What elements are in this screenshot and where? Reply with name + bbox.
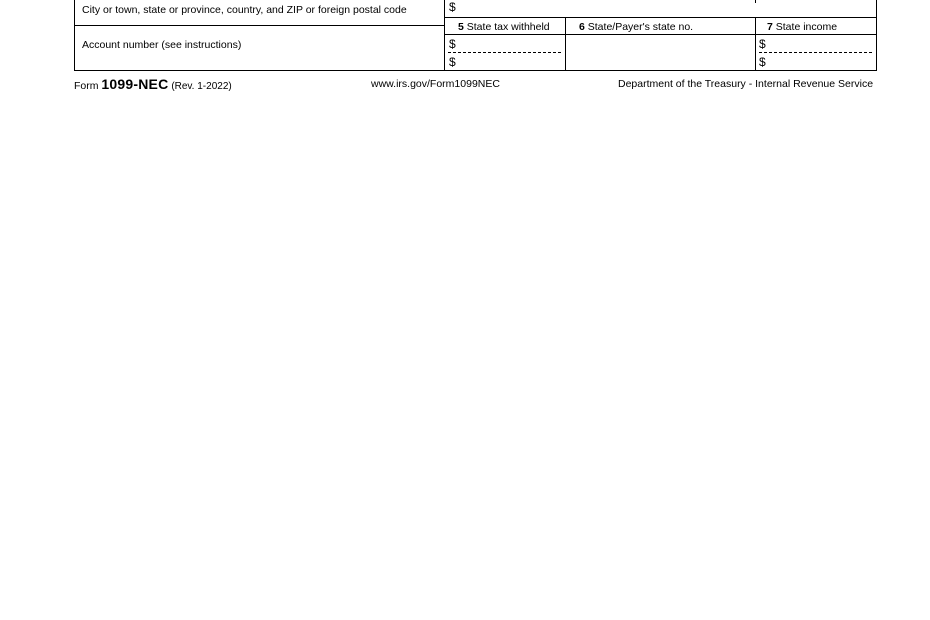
- divider-box6-box7: [755, 17, 756, 71]
- footer-form-identifier: [74, 76, 232, 92]
- box5-dollar-sign-line2: $: [449, 55, 456, 69]
- form-1099-nec-fragment: [0, 0, 930, 130]
- footer-website[interactable]: www.irs.gov/Form1099NEC: [371, 78, 500, 90]
- dash-box7-split: [759, 52, 872, 53]
- box6-label: State/Payer's state no.: [587, 21, 694, 33]
- box5-number: 5: [458, 21, 464, 33]
- box5-header: [458, 21, 550, 33]
- box7-dollar-sign-line2: $: [759, 55, 766, 69]
- footer-revision: (Rev. 1-2022): [171, 81, 232, 92]
- divider-state-labels: [444, 34, 877, 35]
- box6-number: 6: [579, 21, 585, 33]
- footer-form-number: 1099-NEC: [101, 76, 169, 92]
- footer-form-word: Form: [74, 80, 99, 92]
- box7-number: 7: [767, 21, 773, 33]
- box5-dollar-sign-line1: $: [449, 37, 456, 51]
- divider-left-column: [444, 0, 445, 71]
- box6-header: [579, 21, 693, 33]
- divider-box4-right: [755, 0, 756, 3]
- box7-label: State income: [775, 21, 838, 33]
- box7-dollar-sign-line1: $: [759, 37, 766, 51]
- box5-label: State tax withheld: [466, 21, 550, 33]
- box4-dollar-sign: $: [449, 0, 456, 14]
- dash-box5-split: [448, 52, 561, 53]
- account-number-label: Account number (see instructions): [82, 39, 242, 51]
- city-state-zip-label: City or town, state or province, country, and ZIP or foreign postal code: [82, 4, 407, 16]
- box7-header: [767, 21, 837, 33]
- footer-department: Department of the Treasury - Internal Revenue Service: [618, 78, 874, 90]
- divider-city-account: [74, 25, 444, 26]
- divider-state-header: [444, 17, 877, 18]
- divider-box5-box6: [565, 17, 566, 71]
